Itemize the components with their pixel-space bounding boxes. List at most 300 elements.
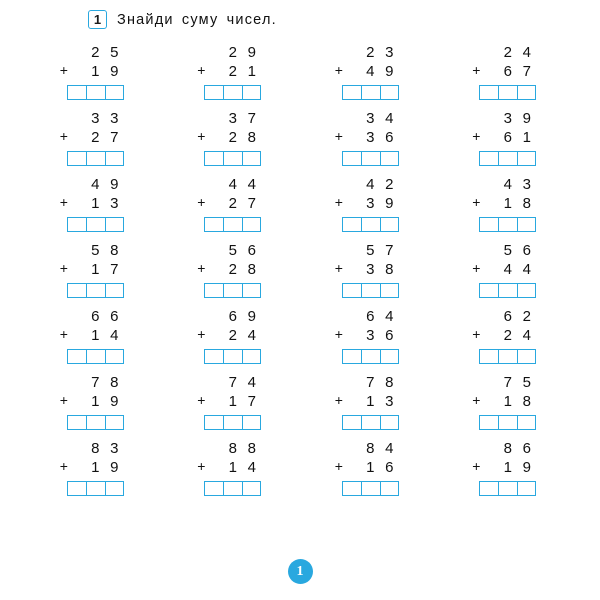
answer-cell[interactable] xyxy=(204,349,223,364)
digit: 8 xyxy=(385,261,394,278)
digit: 2 xyxy=(366,44,375,61)
digit: 3 xyxy=(503,110,512,127)
answer-cell[interactable] xyxy=(361,481,380,496)
digit: 1 xyxy=(366,393,375,410)
addition-problem xyxy=(160,175,298,232)
first-operand xyxy=(333,439,399,458)
digit: 8 xyxy=(247,129,256,146)
first-operand xyxy=(333,43,399,62)
answer-cell[interactable] xyxy=(380,481,399,496)
digit: 8 xyxy=(366,440,375,457)
addition-problem xyxy=(160,307,298,364)
first-operand xyxy=(470,439,536,458)
first-operand xyxy=(470,373,536,392)
operands xyxy=(195,439,261,477)
digit: 7 xyxy=(385,242,394,259)
answer-input-boxes[interactable] xyxy=(195,85,261,100)
answer-cell[interactable] xyxy=(67,481,86,496)
digit: 2 xyxy=(91,44,100,61)
addition-problem xyxy=(297,439,435,496)
digit: 7 xyxy=(247,110,256,127)
digit: 1 xyxy=(91,261,100,278)
plus-icon: + xyxy=(197,62,206,78)
answer-cell[interactable] xyxy=(342,151,361,166)
answer-cell[interactable] xyxy=(242,85,261,100)
addition-problem xyxy=(22,43,160,100)
digit: 9 xyxy=(522,110,531,127)
answer-input-boxes[interactable] xyxy=(195,151,261,166)
answer-cell[interactable] xyxy=(86,283,105,298)
digit: 6 xyxy=(247,242,256,259)
digit: 1 xyxy=(91,63,100,80)
operands xyxy=(470,373,536,411)
first-operand xyxy=(58,241,124,260)
addition-problem xyxy=(297,307,435,364)
answer-cell[interactable] xyxy=(86,217,105,232)
addition-problem xyxy=(297,241,435,298)
digit: 3 xyxy=(110,440,119,457)
digit: 9 xyxy=(247,308,256,325)
answer-cell[interactable] xyxy=(498,283,517,298)
digit: 7 xyxy=(110,261,119,278)
answer-cell[interactable] xyxy=(86,85,105,100)
answer-input-boxes[interactable] xyxy=(470,283,536,298)
digit: 6 xyxy=(503,63,512,80)
answer-cell[interactable] xyxy=(479,217,498,232)
operands xyxy=(333,175,399,213)
plus-icon: + xyxy=(334,458,343,474)
answer-cell[interactable] xyxy=(479,151,498,166)
answer-cell[interactable] xyxy=(380,85,399,100)
digit: 1 xyxy=(366,459,375,476)
digit: 8 xyxy=(385,374,394,391)
addition-problem xyxy=(22,439,160,496)
answer-input-boxes[interactable] xyxy=(58,217,124,232)
plus-icon: + xyxy=(59,392,68,408)
digit: 4 xyxy=(247,327,256,344)
answer-cell[interactable] xyxy=(361,85,380,100)
digit: 7 xyxy=(228,374,237,391)
plus-icon: + xyxy=(197,458,206,474)
plus-icon: + xyxy=(197,260,206,276)
operands xyxy=(470,43,536,81)
answer-cell[interactable] xyxy=(204,85,223,100)
digit: 1 xyxy=(91,195,100,212)
digit: 9 xyxy=(247,44,256,61)
answer-cell[interactable] xyxy=(242,349,261,364)
plus-icon: + xyxy=(334,62,343,78)
answer-cell[interactable] xyxy=(517,283,536,298)
answer-input-boxes[interactable] xyxy=(470,481,536,496)
addition-problem xyxy=(297,175,435,232)
operands xyxy=(58,307,124,345)
digit: 1 xyxy=(91,393,100,410)
digit: 3 xyxy=(110,110,119,127)
page-number-badge: 1 xyxy=(288,559,313,584)
first-operand xyxy=(195,175,261,194)
task-header xyxy=(0,0,600,29)
answer-cell[interactable] xyxy=(517,151,536,166)
answer-input-boxes[interactable] xyxy=(333,151,399,166)
addition-problem xyxy=(435,109,573,166)
answer-cell[interactable] xyxy=(380,415,399,430)
answer-cell[interactable] xyxy=(242,415,261,430)
operands xyxy=(195,175,261,213)
digit: 4 xyxy=(247,176,256,193)
digit: 8 xyxy=(522,393,531,410)
answer-input-boxes[interactable] xyxy=(58,85,124,100)
answer-cell[interactable] xyxy=(223,415,242,430)
answer-cell[interactable] xyxy=(479,283,498,298)
answer-cell[interactable] xyxy=(342,349,361,364)
first-operand xyxy=(58,43,124,62)
answer-cell[interactable] xyxy=(223,151,242,166)
answer-cell[interactable] xyxy=(223,481,242,496)
addition-problem xyxy=(22,241,160,298)
answer-cell[interactable] xyxy=(342,283,361,298)
digit: 6 xyxy=(385,459,394,476)
addition-problem xyxy=(435,175,573,232)
plus-icon: + xyxy=(197,128,206,144)
answer-cell[interactable] xyxy=(105,217,124,232)
digit: 4 xyxy=(385,440,394,457)
digit: 1 xyxy=(91,327,100,344)
digit: 3 xyxy=(366,195,375,212)
addition-problem xyxy=(297,109,435,166)
digit: 1 xyxy=(503,459,512,476)
first-operand xyxy=(333,109,399,128)
digit: 6 xyxy=(522,242,531,259)
answer-input-boxes[interactable] xyxy=(333,217,399,232)
digit: 5 xyxy=(366,242,375,259)
answer-cell[interactable] xyxy=(67,85,86,100)
plus-icon: + xyxy=(197,194,206,210)
task-instruction: Знайди суму чисел. xyxy=(117,11,277,28)
answer-cell[interactable] xyxy=(105,151,124,166)
operands xyxy=(58,175,124,213)
digit: 7 xyxy=(503,374,512,391)
digit: 8 xyxy=(91,440,100,457)
digit: 8 xyxy=(247,261,256,278)
digit: 2 xyxy=(228,129,237,146)
answer-cell[interactable] xyxy=(517,85,536,100)
addition-problem xyxy=(297,373,435,430)
operands xyxy=(333,109,399,147)
answer-input-boxes[interactable] xyxy=(470,151,536,166)
answer-cell[interactable] xyxy=(204,283,223,298)
answer-cell[interactable] xyxy=(380,349,399,364)
answer-cell[interactable] xyxy=(86,349,105,364)
addition-problem xyxy=(160,109,298,166)
digit: 3 xyxy=(228,110,237,127)
operands xyxy=(333,43,399,81)
addition-problem xyxy=(297,43,435,100)
answer-cell[interactable] xyxy=(361,217,380,232)
addition-problem xyxy=(435,373,573,430)
answer-input-boxes[interactable] xyxy=(58,283,124,298)
digit: 1 xyxy=(228,459,237,476)
answer-cell[interactable] xyxy=(380,217,399,232)
digit: 2 xyxy=(522,308,531,325)
first-operand xyxy=(333,373,399,392)
answer-input-boxes[interactable] xyxy=(58,151,124,166)
answer-cell[interactable] xyxy=(67,217,86,232)
digit: 9 xyxy=(110,459,119,476)
first-operand xyxy=(470,175,536,194)
digit: 3 xyxy=(366,327,375,344)
answer-cell[interactable] xyxy=(223,217,242,232)
digit: 3 xyxy=(91,110,100,127)
operands xyxy=(333,373,399,411)
answer-cell[interactable] xyxy=(204,217,223,232)
operands xyxy=(195,43,261,81)
plus-icon: + xyxy=(59,458,68,474)
task-number-badge: 1 xyxy=(88,10,107,29)
digit: 4 xyxy=(366,63,375,80)
addition-problem xyxy=(160,241,298,298)
answer-cell[interactable] xyxy=(223,349,242,364)
first-operand xyxy=(195,373,261,392)
plus-icon: + xyxy=(334,194,343,210)
digit: 4 xyxy=(247,374,256,391)
digit: 7 xyxy=(522,63,531,80)
operands xyxy=(58,439,124,477)
addition-problem xyxy=(22,109,160,166)
answer-cell[interactable] xyxy=(517,481,536,496)
digit: 9 xyxy=(385,195,394,212)
first-operand xyxy=(58,175,124,194)
plus-icon: + xyxy=(197,392,206,408)
digit: 6 xyxy=(385,327,394,344)
operands xyxy=(58,241,124,279)
addition-problem xyxy=(22,373,160,430)
first-operand xyxy=(470,307,536,326)
digit: 8 xyxy=(503,440,512,457)
digit: 4 xyxy=(503,176,512,193)
first-operand xyxy=(333,307,399,326)
answer-input-boxes[interactable] xyxy=(58,415,124,430)
plus-icon: + xyxy=(472,62,481,78)
digit: 8 xyxy=(110,242,119,259)
digit: 3 xyxy=(385,393,394,410)
digit: 2 xyxy=(385,176,394,193)
digit: 1 xyxy=(247,63,256,80)
digit: 5 xyxy=(110,44,119,61)
addition-problem xyxy=(22,175,160,232)
plus-icon: + xyxy=(472,458,481,474)
addition-problem xyxy=(160,439,298,496)
answer-cell[interactable] xyxy=(498,217,517,232)
answer-input-boxes[interactable] xyxy=(333,85,399,100)
answer-cell[interactable] xyxy=(380,283,399,298)
answer-cell[interactable] xyxy=(498,151,517,166)
answer-input-boxes[interactable] xyxy=(333,415,399,430)
digit: 2 xyxy=(228,44,237,61)
addition-problem xyxy=(160,373,298,430)
answer-cell[interactable] xyxy=(361,349,380,364)
answer-cell[interactable] xyxy=(498,481,517,496)
digit: 1 xyxy=(522,129,531,146)
digit: 1 xyxy=(228,393,237,410)
digit: 6 xyxy=(385,129,394,146)
first-operand xyxy=(58,373,124,392)
answer-input-boxes[interactable] xyxy=(195,481,261,496)
digit: 4 xyxy=(91,176,100,193)
digit: 3 xyxy=(366,129,375,146)
answer-cell[interactable] xyxy=(479,349,498,364)
first-operand xyxy=(58,109,124,128)
first-operand xyxy=(195,307,261,326)
digit: 4 xyxy=(522,261,531,278)
answer-cell[interactable] xyxy=(105,349,124,364)
digit: 3 xyxy=(366,261,375,278)
digit: 3 xyxy=(522,176,531,193)
first-operand xyxy=(195,43,261,62)
answer-cell[interactable] xyxy=(517,415,536,430)
digit: 2 xyxy=(228,261,237,278)
answer-cell[interactable] xyxy=(498,415,517,430)
plus-icon: + xyxy=(472,260,481,276)
answer-cell[interactable] xyxy=(242,283,261,298)
answer-cell[interactable] xyxy=(479,85,498,100)
operands xyxy=(195,109,261,147)
answer-input-boxes[interactable] xyxy=(470,217,536,232)
answer-input-boxes[interactable] xyxy=(58,349,124,364)
digit: 6 xyxy=(366,308,375,325)
answer-cell[interactable] xyxy=(105,85,124,100)
digit: 4 xyxy=(366,176,375,193)
answer-cell[interactable] xyxy=(361,283,380,298)
answer-cell[interactable] xyxy=(105,481,124,496)
answer-cell[interactable] xyxy=(342,217,361,232)
answer-cell[interactable] xyxy=(67,283,86,298)
digit: 9 xyxy=(110,393,119,410)
digit: 3 xyxy=(385,44,394,61)
answer-input-boxes[interactable] xyxy=(195,217,261,232)
answer-cell[interactable] xyxy=(105,283,124,298)
answer-cell[interactable] xyxy=(223,283,242,298)
digit: 1 xyxy=(503,393,512,410)
operands xyxy=(470,439,536,477)
plus-icon: + xyxy=(59,128,68,144)
digit: 4 xyxy=(522,327,531,344)
answer-input-boxes[interactable] xyxy=(470,415,536,430)
answer-cell[interactable] xyxy=(517,349,536,364)
plus-icon: + xyxy=(59,326,68,342)
answer-cell[interactable] xyxy=(242,481,261,496)
answer-cell[interactable] xyxy=(105,415,124,430)
answer-input-boxes[interactable] xyxy=(58,481,124,496)
operands xyxy=(58,373,124,411)
answer-input-boxes[interactable] xyxy=(470,85,536,100)
answer-cell[interactable] xyxy=(361,151,380,166)
digit: 8 xyxy=(522,195,531,212)
answer-cell[interactable] xyxy=(479,481,498,496)
operands xyxy=(333,241,399,279)
answer-input-boxes[interactable] xyxy=(195,415,261,430)
digit: 2 xyxy=(503,44,512,61)
addition-problem xyxy=(435,241,573,298)
answer-cell[interactable] xyxy=(86,481,105,496)
answer-input-boxes[interactable] xyxy=(333,349,399,364)
addition-problem xyxy=(22,307,160,364)
answer-cell[interactable] xyxy=(479,415,498,430)
digit: 4 xyxy=(228,176,237,193)
answer-cell[interactable] xyxy=(242,151,261,166)
plus-icon: + xyxy=(59,62,68,78)
operands xyxy=(195,241,261,279)
answer-cell[interactable] xyxy=(67,349,86,364)
digit: 2 xyxy=(228,327,237,344)
operands xyxy=(195,307,261,345)
answer-cell[interactable] xyxy=(517,217,536,232)
first-operand xyxy=(195,241,261,260)
digit: 2 xyxy=(503,327,512,344)
answer-cell[interactable] xyxy=(67,415,86,430)
digit: 5 xyxy=(503,242,512,259)
plus-icon: + xyxy=(197,326,206,342)
digit: 7 xyxy=(110,129,119,146)
answer-cell[interactable] xyxy=(361,415,380,430)
answer-input-boxes[interactable] xyxy=(470,349,536,364)
first-operand xyxy=(58,307,124,326)
digit: 4 xyxy=(110,327,119,344)
digit: 9 xyxy=(522,459,531,476)
answer-cell[interactable] xyxy=(498,85,517,100)
answer-cell[interactable] xyxy=(342,85,361,100)
digit: 5 xyxy=(91,242,100,259)
answer-cell[interactable] xyxy=(342,481,361,496)
digit: 7 xyxy=(91,374,100,391)
answer-input-boxes[interactable] xyxy=(333,283,399,298)
answer-cell[interactable] xyxy=(223,85,242,100)
page-footer xyxy=(0,559,600,584)
answer-cell[interactable] xyxy=(242,217,261,232)
first-operand xyxy=(470,241,536,260)
answer-cell[interactable] xyxy=(204,415,223,430)
digit: 2 xyxy=(228,63,237,80)
digit: 8 xyxy=(247,440,256,457)
first-operand xyxy=(333,175,399,194)
first-operand xyxy=(195,109,261,128)
answer-cell[interactable] xyxy=(342,415,361,430)
operands xyxy=(470,109,536,147)
answer-cell[interactable] xyxy=(67,151,86,166)
addition-problem xyxy=(435,307,573,364)
answer-cell[interactable] xyxy=(86,415,105,430)
plus-icon: + xyxy=(59,260,68,276)
digit: 8 xyxy=(110,374,119,391)
addition-problem xyxy=(435,43,573,100)
answer-cell[interactable] xyxy=(380,151,399,166)
digit: 6 xyxy=(91,308,100,325)
operands xyxy=(58,109,124,147)
plus-icon: + xyxy=(334,260,343,276)
answer-cell[interactable] xyxy=(204,481,223,496)
digit: 4 xyxy=(385,308,394,325)
plus-icon: + xyxy=(472,392,481,408)
answer-cell[interactable] xyxy=(204,151,223,166)
answer-input-boxes[interactable] xyxy=(333,481,399,496)
answer-cell[interactable] xyxy=(498,349,517,364)
operands xyxy=(470,307,536,345)
answer-cell[interactable] xyxy=(86,151,105,166)
answer-input-boxes[interactable] xyxy=(195,283,261,298)
plus-icon: + xyxy=(472,128,481,144)
digit: 7 xyxy=(247,393,256,410)
answer-input-boxes[interactable] xyxy=(195,349,261,364)
digit: 2 xyxy=(228,195,237,212)
